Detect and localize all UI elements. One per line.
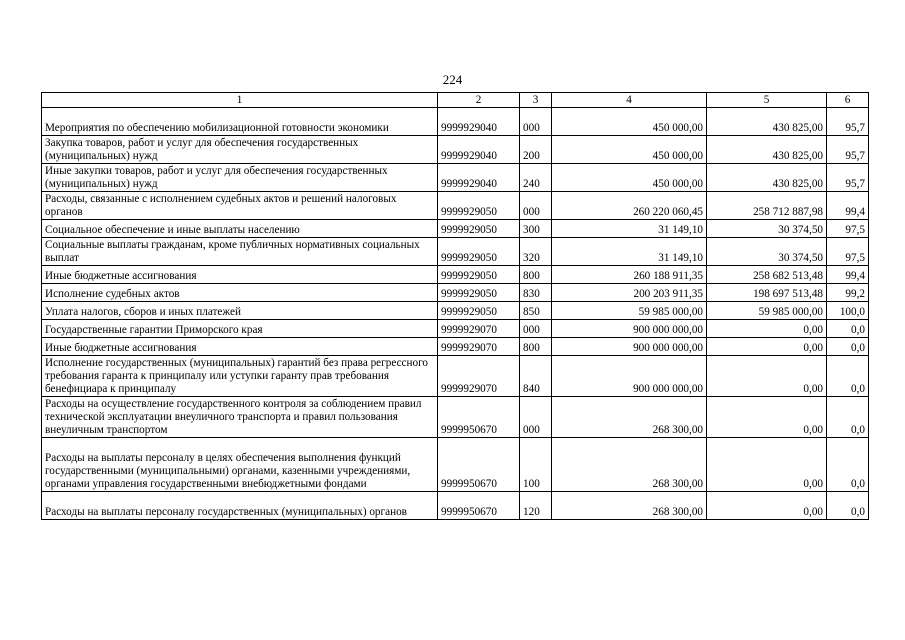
row-plan-cell: 900 000 000,00 <box>552 338 707 356</box>
row-name-cell: Расходы на осуществление государственного контроля за соблюдением правил технической эксплуатации внеуличного транспорта и правил пользования внеуличным транспортом <box>42 397 438 438</box>
row-fact-cell: 430 825,00 <box>707 108 827 136</box>
row-plan-cell: 31 149,10 <box>552 238 707 266</box>
row-plan-cell: 268 300,00 <box>552 397 707 438</box>
page-number: 224 <box>442 72 463 87</box>
row-code-cell: 9999950670 <box>438 438 520 492</box>
table-row <box>42 136 869 164</box>
row-plan-cell: 268 300,00 <box>552 438 707 492</box>
row-percent-cell: 99,4 <box>827 192 869 220</box>
table-row <box>42 438 869 492</box>
row-plan-cell: 59 985 000,00 <box>552 302 707 320</box>
row-fact-cell: 198 697 513,48 <box>707 284 827 302</box>
row-code-cell: 9999929050 <box>438 266 520 284</box>
row-code-cell: 9999929050 <box>438 192 520 220</box>
header-col-4: 4 <box>552 93 707 108</box>
row-code-cell: 9999929070 <box>438 356 520 397</box>
row-fact-cell: 30 374,50 <box>707 220 827 238</box>
row-fact-cell: 430 825,00 <box>707 164 827 192</box>
row-plan-cell: 260 188 911,35 <box>552 266 707 284</box>
table-row <box>42 492 869 520</box>
table-row <box>42 284 869 302</box>
row-name-cell: Уплата налогов, сборов и иных платежей <box>42 302 438 320</box>
row-name-cell: Иные бюджетные ассигнования <box>42 338 438 356</box>
row-type-cell: 800 <box>520 266 552 284</box>
row-plan-cell: 260 220 060,45 <box>552 192 707 220</box>
table-row <box>42 164 869 192</box>
row-percent-cell: 95,7 <box>827 136 869 164</box>
table-row <box>42 238 869 266</box>
row-fact-cell: 0,00 <box>707 492 827 520</box>
row-percent-cell: 99,4 <box>827 266 869 284</box>
row-plan-cell: 900 000 000,00 <box>552 320 707 338</box>
row-name-cell: Иные бюджетные ассигнования <box>42 266 438 284</box>
row-name-cell: Расходы, связанные с исполнением судебных актов и решений налоговых органов <box>42 192 438 220</box>
header-col-6: 6 <box>827 93 869 108</box>
row-fact-cell: 59 985 000,00 <box>707 302 827 320</box>
row-fact-cell: 0,00 <box>707 438 827 492</box>
row-type-cell: 320 <box>520 238 552 266</box>
row-code-cell: 9999929050 <box>438 238 520 266</box>
row-type-cell: 000 <box>520 397 552 438</box>
row-percent-cell: 0,0 <box>827 492 869 520</box>
row-type-cell: 120 <box>520 492 552 520</box>
row-type-cell: 830 <box>520 284 552 302</box>
table-row <box>42 266 869 284</box>
table-header-row <box>42 93 869 108</box>
table-row <box>42 320 869 338</box>
row-name-cell: Иные закупки товаров, работ и услуг для обеспечения государственных (муниципальных) нужд <box>42 164 438 192</box>
row-name-cell: Социальное обеспечение и иные выплаты населению <box>42 220 438 238</box>
row-name-cell: Расходы на выплаты персоналу государственных (муниципальных) органов <box>42 492 438 520</box>
row-name-cell: Мероприятия по обеспечению мобилизационной готовности экономики <box>42 108 438 136</box>
row-code-cell: 9999929040 <box>438 108 520 136</box>
row-plan-cell: 450 000,00 <box>552 136 707 164</box>
row-type-cell: 800 <box>520 338 552 356</box>
table-row <box>42 108 869 136</box>
table-row <box>42 338 869 356</box>
row-fact-cell: 258 712 887,98 <box>707 192 827 220</box>
row-plan-cell: 31 149,10 <box>552 220 707 238</box>
row-fact-cell: 258 682 513,48 <box>707 266 827 284</box>
row-percent-cell: 99,2 <box>827 284 869 302</box>
row-code-cell: 9999950670 <box>438 397 520 438</box>
row-percent-cell: 0,0 <box>827 356 869 397</box>
row-percent-cell: 95,7 <box>827 164 869 192</box>
row-type-cell: 840 <box>520 356 552 397</box>
row-percent-cell: 0,0 <box>827 320 869 338</box>
row-type-cell: 850 <box>520 302 552 320</box>
row-type-cell: 240 <box>520 164 552 192</box>
row-fact-cell: 30 374,50 <box>707 238 827 266</box>
row-fact-cell: 0,00 <box>707 356 827 397</box>
row-fact-cell: 430 825,00 <box>707 136 827 164</box>
row-plan-cell: 450 000,00 <box>552 164 707 192</box>
budget-table <box>41 92 869 520</box>
row-name-cell: Социальные выплаты гражданам, кроме публичных нормативных социальных выплат <box>42 238 438 266</box>
row-code-cell: 9999929070 <box>438 320 520 338</box>
header-col-5: 5 <box>707 93 827 108</box>
row-type-cell: 000 <box>520 320 552 338</box>
row-plan-cell: 900 000 000,00 <box>552 356 707 397</box>
table-body <box>42 108 869 520</box>
table-row <box>42 397 869 438</box>
row-plan-cell: 200 203 911,35 <box>552 284 707 302</box>
row-name-cell: Закупка товаров, работ и услуг для обеспечения государственных (муниципальных) нужд <box>42 136 438 164</box>
row-code-cell: 9999929050 <box>438 302 520 320</box>
row-plan-cell: 268 300,00 <box>552 492 707 520</box>
row-fact-cell: 0,00 <box>707 397 827 438</box>
row-percent-cell: 95,7 <box>827 108 869 136</box>
row-type-cell: 200 <box>520 136 552 164</box>
row-code-cell: 9999929070 <box>438 338 520 356</box>
row-percent-cell: 0,0 <box>827 438 869 492</box>
header-col-2: 2 <box>438 93 520 108</box>
row-percent-cell: 0,0 <box>827 397 869 438</box>
row-plan-cell: 450 000,00 <box>552 108 707 136</box>
table-row <box>42 356 869 397</box>
header-col-3: 3 <box>520 93 552 108</box>
row-type-cell: 100 <box>520 438 552 492</box>
row-fact-cell: 0,00 <box>707 320 827 338</box>
row-code-cell: 9999929050 <box>438 220 520 238</box>
row-fact-cell: 0,00 <box>707 338 827 356</box>
row-code-cell: 9999929040 <box>438 164 520 192</box>
row-name-cell: Исполнение государственных (муниципальных) гарантий без права регрессного требования гаранта к принципалу или уступки гаранту прав требования бенефициара к принципалу <box>42 356 438 397</box>
row-percent-cell: 0,0 <box>827 338 869 356</box>
row-percent-cell: 97,5 <box>827 220 869 238</box>
table-row <box>42 302 869 320</box>
row-percent-cell: 100,0 <box>827 302 869 320</box>
row-name-cell: Исполнение судебных актов <box>42 284 438 302</box>
table-row <box>42 220 869 238</box>
row-name-cell: Расходы на выплаты персоналу в целях обеспечения выполнения функций государственными (муниципальными) органами, казенными учреждениями, органами управления государственными внебюджетными фондами <box>42 438 438 492</box>
row-code-cell: 9999929050 <box>438 284 520 302</box>
row-type-cell: 000 <box>520 192 552 220</box>
row-name-cell: Государственные гарантии Приморского края <box>42 320 438 338</box>
row-code-cell: 9999929040 <box>438 136 520 164</box>
row-type-cell: 000 <box>520 108 552 136</box>
row-percent-cell: 97,5 <box>827 238 869 266</box>
row-type-cell: 300 <box>520 220 552 238</box>
table-row <box>42 192 869 220</box>
header-col-1: 1 <box>42 93 438 108</box>
row-code-cell: 9999950670 <box>438 492 520 520</box>
